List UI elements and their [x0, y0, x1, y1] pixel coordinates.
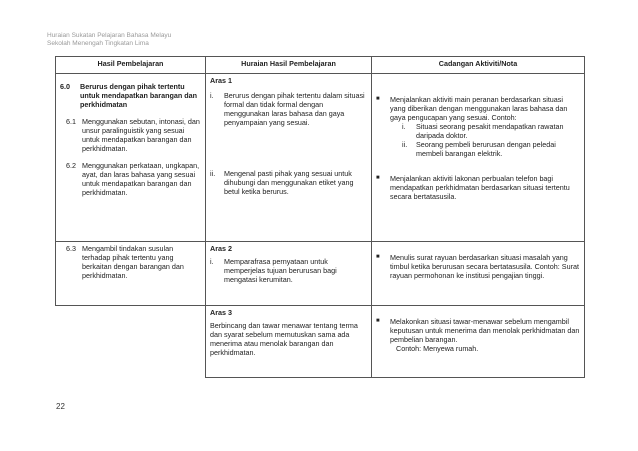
sub-outcome-number: 6.2	[66, 161, 76, 170]
header-line-2: Sekolah Menengah Tingkatan Lima	[47, 40, 149, 47]
huraian-cell	[206, 242, 372, 306]
bullet-icon: ■	[376, 96, 380, 102]
bullet-icon: ■	[376, 254, 380, 260]
column-header-hasil: Hasil Pembelajaran	[56, 57, 206, 74]
example-item	[402, 122, 580, 140]
cadangan-cell	[372, 306, 585, 378]
sub-outcome	[66, 244, 201, 280]
sub-outcome	[66, 117, 201, 153]
activity-item	[376, 95, 580, 122]
example-text: Seorang pembeli berurusan dengan peledai membeli barangan elektrik.	[416, 140, 556, 158]
hasil-cell	[56, 306, 206, 378]
bullet-icon: ■	[376, 175, 380, 181]
outcome-heading	[60, 82, 201, 109]
sub-outcome-text: Menggunakan perkataan, ungkapan, ayat, dan laras bahasa yang sesuai untuk mendapatkan barangan dan perkhidmatan.	[82, 161, 200, 197]
document-header	[47, 32, 171, 48]
table-header-row	[56, 57, 585, 74]
huraian-item	[210, 257, 367, 284]
header-line-1: Huraian Sukatan Pelajaran Bahasa Melayu	[47, 32, 172, 39]
example-item	[402, 140, 580, 158]
activity-item	[376, 174, 580, 201]
bullet-icon: ■	[376, 318, 380, 324]
learning-outcomes-table	[55, 56, 585, 378]
outcome-number: 6.0	[60, 82, 70, 91]
activity-text: Melakonkan situasi tawar-menawar sebelum mengambil keputusan untuk menerima dan menolak perkhidmatan dan pembelian barangan.	[390, 317, 580, 344]
sub-outcome	[66, 161, 201, 197]
cadangan-cell	[372, 242, 585, 306]
hasil-cell	[56, 242, 206, 306]
aras-label: Aras 1	[210, 76, 232, 85]
activity-text: Menjalankan aktiviti lakonan perbualan telefon bagi mendapatkan perkhidmatan berdasarkan situasi tertentu secara bertatasusila.	[390, 174, 570, 201]
table-row	[56, 74, 585, 242]
huraian-cell	[206, 74, 372, 242]
column-header-huraian: Huraian Hasil Pembelajaran	[206, 57, 372, 74]
example-number: ii.	[402, 140, 408, 149]
example-text: Situasi seorang pesakit mendapatkan rawatan daripada doktor.	[416, 122, 564, 140]
outcome-title: Berurus dengan pihak tertentu untuk mendapatkan barangan dan perkhidmatan	[80, 82, 198, 109]
table-row	[56, 242, 585, 306]
huraian-item	[210, 169, 367, 196]
aras-label: Aras 3	[210, 308, 232, 317]
sub-outcome-text: Mengambil tindakan susulan terhadap pihak tertentu yang berkaitan dengan barangan dan perkhidmatan.	[82, 244, 184, 280]
example-list	[402, 122, 580, 158]
table-row	[56, 306, 585, 378]
huraian-number: i.	[210, 257, 214, 266]
activity-item	[376, 253, 580, 280]
activity-item	[376, 317, 580, 344]
huraian-text: Berbincang dan tawar menawar tentang terma dan syarat sebelum memutuskan sama ada menerima atau menolak barangan dan perkhidmatan.	[210, 321, 358, 357]
huraian-cell	[206, 306, 372, 378]
sub-outcome-number: 6.3	[66, 244, 76, 253]
page-number: 22	[56, 402, 65, 411]
example-number: i.	[402, 122, 406, 131]
cadangan-cell	[372, 74, 585, 242]
sub-outcome-text: Menggunakan sebutan, intonasi, dan unsur paralinguistik yang sesuai untuk mendapatkan barangan dan perkhidmatan.	[82, 117, 200, 153]
huraian-text: Mengenal pasti pihak yang sesuai untuk dihubungi dan menggunakan etiket yang betul ketika berurus.	[224, 169, 354, 196]
huraian-text: Memparafrasa pernyataan untuk memperjelas tujuan berurusan bagi mengatasi kerumitan.	[224, 257, 337, 284]
huraian-item	[210, 91, 367, 127]
aras-label: Aras 2	[210, 244, 232, 253]
column-header-cadangan: Cadangan Aktiviti/Nota	[372, 57, 585, 74]
hasil-cell	[56, 74, 206, 242]
example-text: Contoh: Menyewa rumah.	[396, 344, 479, 353]
huraian-number: ii.	[210, 169, 216, 178]
activity-text: Menjalankan aktiviti main peranan berdasarkan situasi yang diberikan dengan menggunakan laras bahasa dan gaya pengucapan yang sesuai. Contoh:	[390, 95, 568, 122]
activity-text: Menulis surat rayuan berdasarkan situasi masalah yang timbul ketika berurusan secara bertatasusila. Contoh: Surat rayuan permohonan ke institusi pengajian tinggi.	[390, 253, 579, 280]
huraian-number: i.	[210, 91, 214, 100]
huraian-text: Berurus dengan pihak tertentu dalam situasi formal dan tidak formal dengan menggunakan laras bahasa dan gaya penyampaian yang sesuai.	[224, 91, 365, 127]
sub-outcome-number: 6.1	[66, 117, 76, 126]
